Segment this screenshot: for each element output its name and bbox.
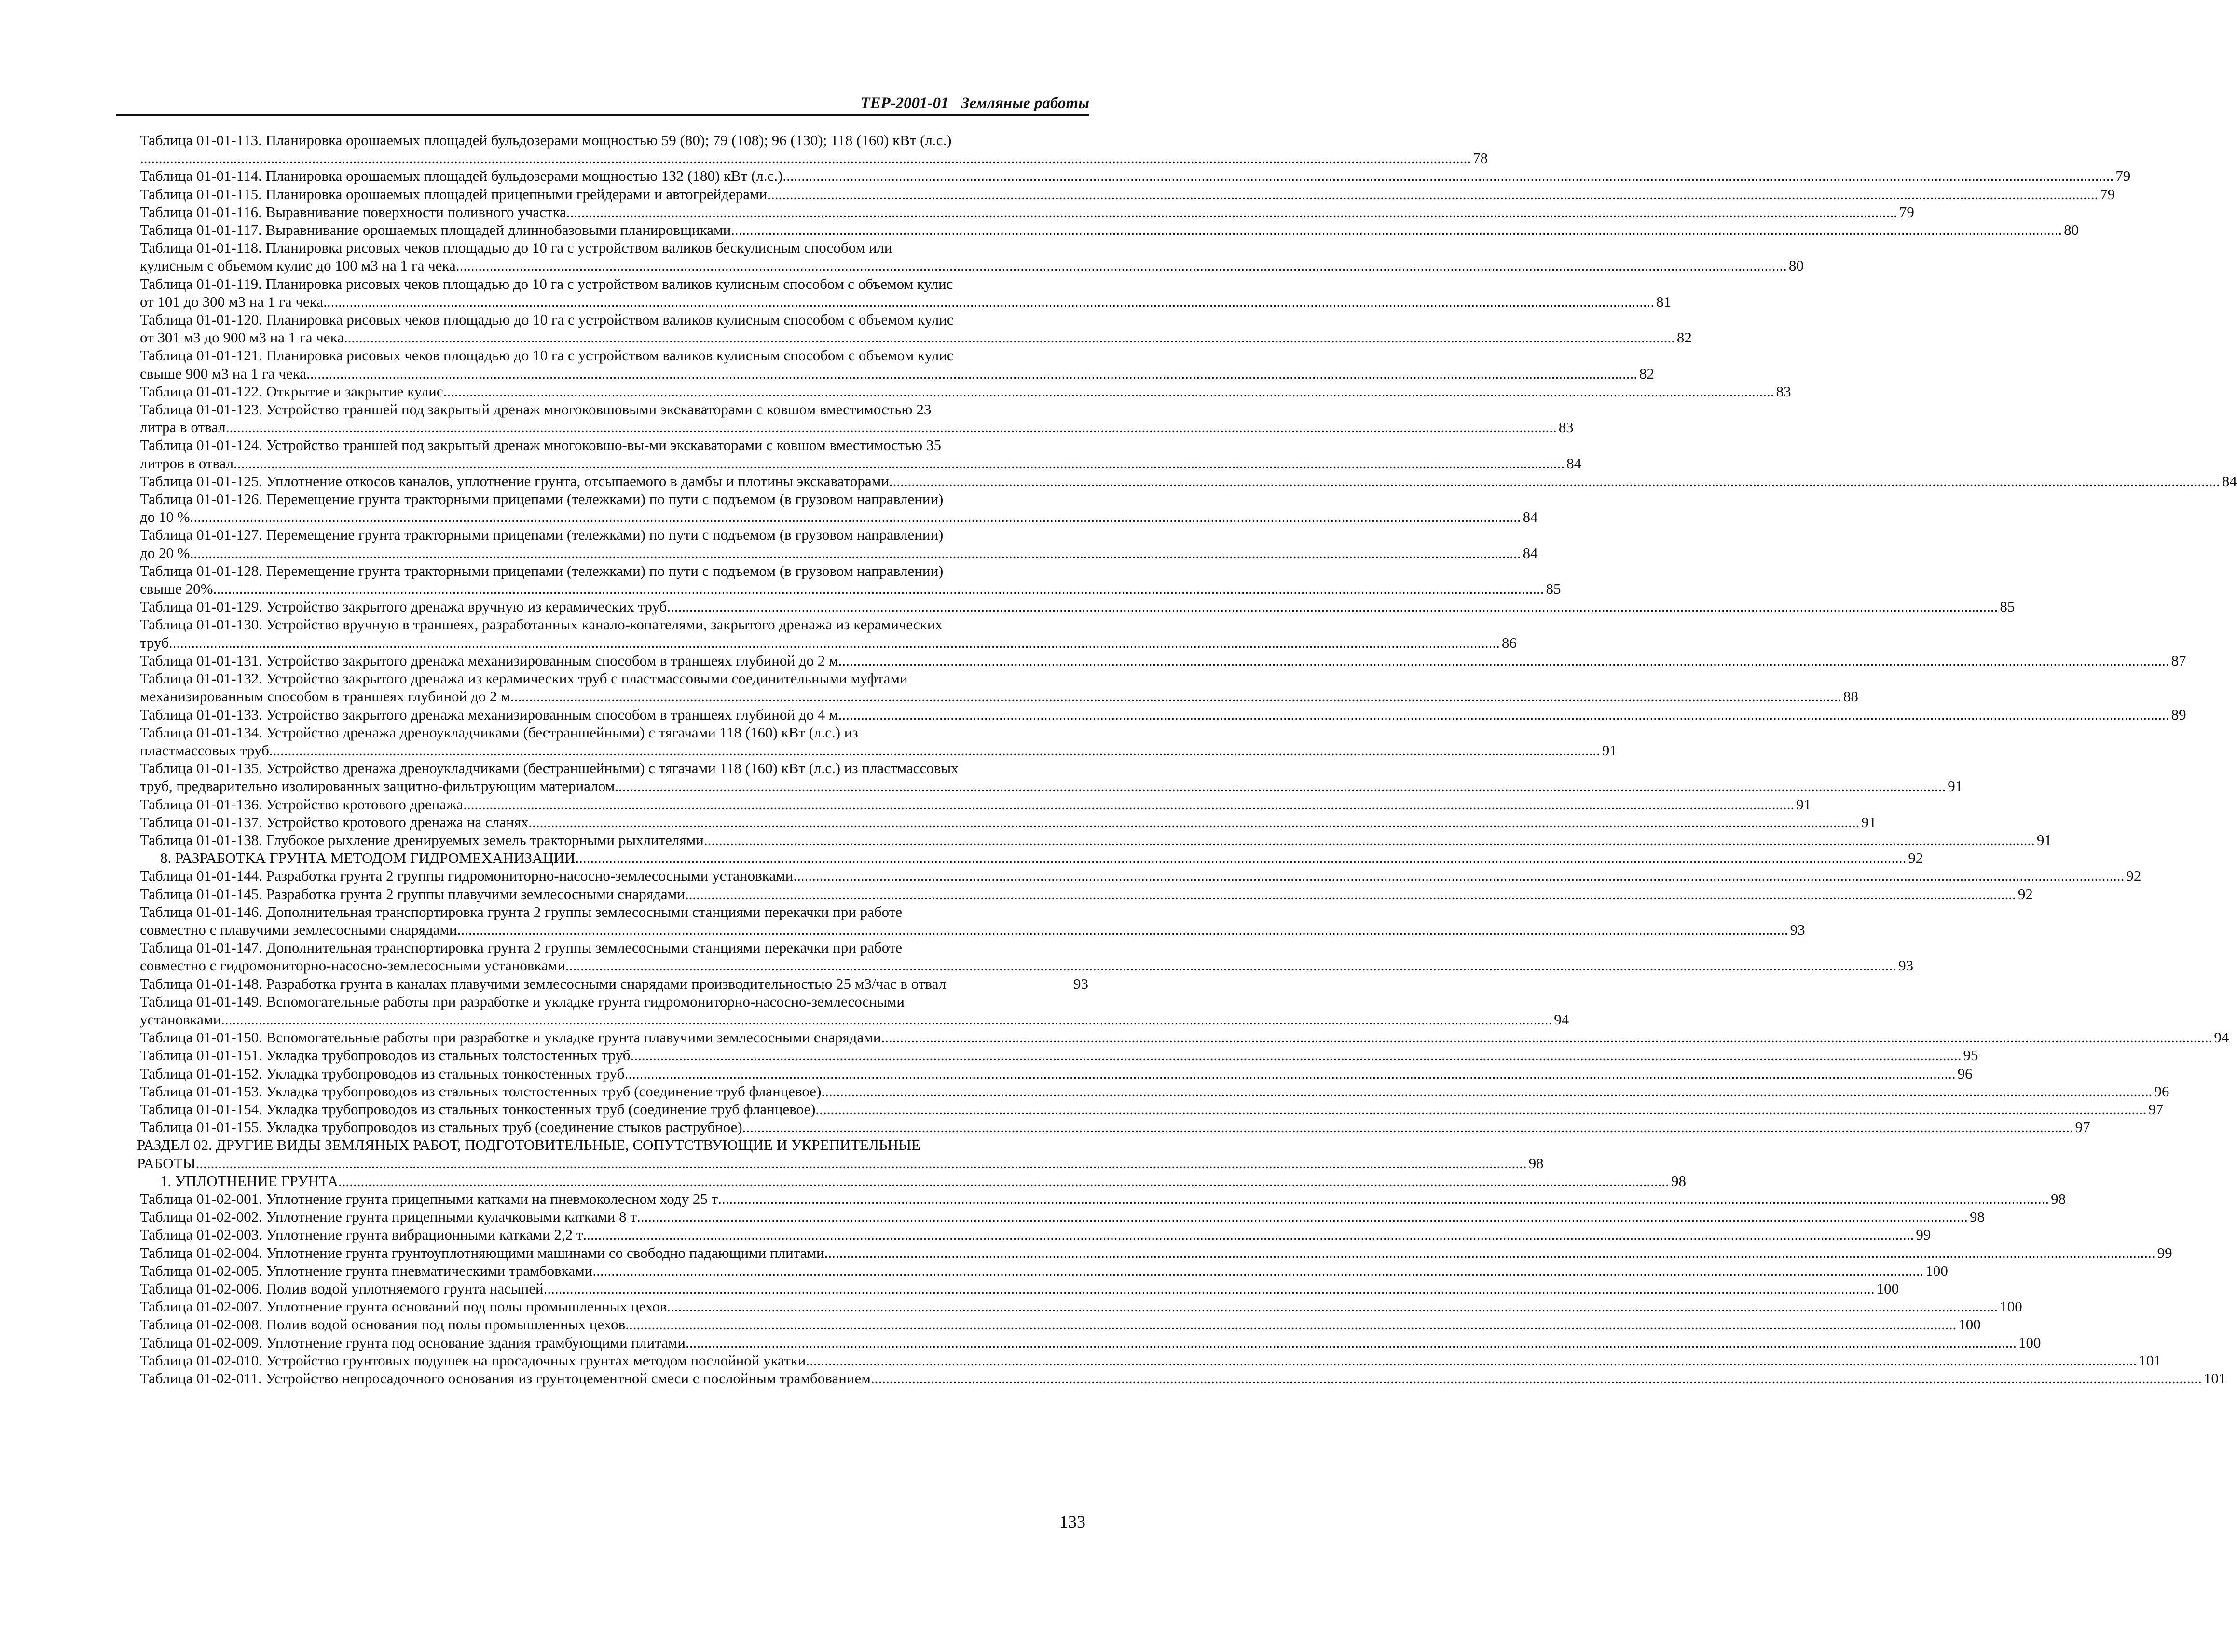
toc-page-ref: 91 <box>1861 813 1877 831</box>
toc-entry-line: Таблица 01-01-128. Перемещение грунта тракторными прицепами (тележками) по пути с подъемом (в грузовом направлении) <box>140 562 944 579</box>
toc-entry <box>140 1190 2066 1208</box>
toc-page-ref: 84 <box>1566 454 1582 472</box>
toc-page-ref: 101 <box>2203 1370 2226 1387</box>
toc-section-heading <box>140 1172 1686 1190</box>
dot-leader <box>742 1118 2073 1136</box>
toc-page-ref: 80 <box>2064 221 2079 239</box>
dot-leader <box>782 167 2113 185</box>
dot-leader <box>269 741 1600 759</box>
dot-leader <box>510 687 1841 705</box>
toc-entry-line: Таблица 01-01-132. Устройство закрытого дренажа из керамических труб с пластмассовыми соединительными муфтами <box>140 670 908 687</box>
toc-entry-title: установками <box>140 1010 221 1028</box>
toc-entry-title: Таблица 01-02-010. Устройство грунтовых подушек на просадочных грунтах методом послойной укатки <box>140 1352 806 1369</box>
toc-page-ref: 91 <box>1602 741 1617 759</box>
toc-page-ref: 83 <box>1776 382 1791 400</box>
toc-page-ref: 100 <box>2000 1298 2022 1315</box>
toc-entry <box>140 221 2079 239</box>
document-title: Земляные работы <box>961 95 1089 112</box>
dot-leader <box>169 634 1500 652</box>
table-of-contents <box>137 131 2237 1387</box>
toc-entry-title: Таблица 01-01-136. Устройство кротового дренажа <box>140 795 464 813</box>
toc-entry-line: Таблица 01-01-126. Перемещение грунта тракторными прицепами (тележками) по пути с подъемом (в грузовом направлении) <box>140 491 944 508</box>
dot-leader <box>226 418 1557 436</box>
toc-entry <box>140 418 1574 436</box>
toc-page-ref: 84 <box>1523 508 1538 526</box>
toc-entry <box>140 795 1812 813</box>
toc-entry-title: свыше 20% <box>140 580 213 598</box>
toc-entry <box>140 867 2141 885</box>
page-number: 133 <box>1059 1512 1085 1531</box>
toc-page-ref: 95 <box>1963 1047 1978 1064</box>
toc-entry-title: Таблица 01-01-122. Открытие и закрытие кулис <box>140 382 443 400</box>
dot-leader <box>625 1315 1956 1333</box>
toc-page-ref: 92 <box>2126 867 2141 885</box>
toc-entry-title: Таблица 01-01-148. Разработка грунта в каналах плавучими землесосными снарядами производительностью 25 м3/час в отвал <box>140 975 947 992</box>
toc-entry-title: от 301 м3 до 900 м3 на 1 га чека <box>140 329 344 346</box>
toc-page-ref: 98 <box>1671 1172 1686 1189</box>
toc-entry <box>140 634 1517 652</box>
toc-entry-title: Таблица 01-01-129. Устройство закрытого дренажа вручную из керамических труб <box>140 598 667 615</box>
toc-entry <box>140 831 2052 849</box>
toc-page-ref: 79 <box>2115 167 2131 185</box>
dot-leader <box>793 867 2124 885</box>
toc-entry-title: совместно с гидромониторно-насосно-землесосными установками <box>140 957 566 974</box>
toc-entry <box>140 1280 1899 1297</box>
toc-entry-title: труб, предварительно изолированных защитно-фильтрующим материалом <box>140 778 615 795</box>
toc-entry-line: Таблица 01-01-135. Устройство дренажа дреноукладчиками (бестраншейными) с тягачами 118 (160) кВт (л.с.) из пластмассовых <box>140 760 959 777</box>
dot-leader <box>566 203 1897 221</box>
dot-leader <box>821 1082 2152 1100</box>
toc-entry-title: Таблица 01-01-138. Глубокое рыхление дренируемых земель тракторными рыхлителями <box>140 831 704 848</box>
toc-entry-title: Таблица 01-01-154. Укладка трубопроводов из стальных тонкостенных труб (соединение труб фланцевое) <box>140 1100 816 1118</box>
dot-leader <box>338 1172 1669 1190</box>
toc-entry-title: свыше 900 м3 на 1 га чека <box>140 365 306 382</box>
toc-entry <box>140 1244 2172 1262</box>
dot-leader <box>592 1262 1923 1280</box>
toc-entry-line: Таблица 01-01-130. Устройство вручную в траншеях, разработанных канало-копателями, закрытого дренажа из керамических <box>140 616 943 633</box>
toc-section-heading <box>140 849 1923 867</box>
toc-entry-title: Таблица 01-01-155. Укладка трубопроводов из стальных труб (соединение стыков раструбное) <box>140 1119 742 1136</box>
toc-entry-line: Таблица 01-01-119. Планировка рисовых чеков площадью до 10 га с устройством валиков кулисным способом с объемом кулис <box>140 275 953 292</box>
toc-entry-title: кулисным с объемом кулис до 100 м3 на 1 га чека <box>140 257 456 274</box>
toc-entry <box>140 652 2186 669</box>
toc-entry-title: Таблица 01-01-115. Планировка орошаемых площадей прицепными грейдерами и автогрейдерами <box>140 185 768 203</box>
toc-entry-title: Таблица 01-01-151. Укладка трубопроводов из стальных толстостенных труб <box>140 1047 631 1064</box>
toc-page-ref: 82 <box>1676 329 1692 346</box>
toc-page-ref: 98 <box>1969 1208 1985 1226</box>
dot-leader <box>575 849 1906 867</box>
toc-page-ref: 97 <box>2075 1119 2090 1136</box>
dot-leader <box>838 652 2169 669</box>
toc-entry <box>140 706 2186 724</box>
toc-entry <box>140 687 1858 705</box>
toc-entry <box>140 741 1617 759</box>
toc-page-ref: 78 <box>1473 150 1488 167</box>
toc-entry-title: РАБОТЫ <box>137 1154 196 1172</box>
toc-page-ref: 91 <box>1796 795 1812 813</box>
toc-entry-title: литра в отвал <box>140 419 226 436</box>
toc-entry <box>140 1028 2229 1046</box>
toc-page-ref: 82 <box>1639 365 1654 382</box>
toc-entry <box>140 1334 2041 1352</box>
toc-entry <box>140 149 1488 167</box>
toc-entry-title: литров в отвал <box>140 454 234 472</box>
toc-page-ref: 94 <box>1554 1010 1569 1028</box>
dot-leader <box>718 1190 2049 1208</box>
toc-page-ref: 84 <box>2222 472 2237 490</box>
toc-entry <box>140 885 2033 903</box>
toc-page-ref: 85 <box>1546 580 1561 598</box>
toc-entry <box>140 921 1805 939</box>
toc-entry <box>140 472 2237 490</box>
toc-entry <box>140 1100 2164 1118</box>
toc-part-heading <box>137 1154 1544 1172</box>
toc-entry-line: РАЗДЕЛ 02. ДРУГИЕ ВИДЫ ЗЕМЛЯНЫХ РАБОТ, ПОДГОТОВИТЕЛЬНЫЕ, СОПУТСТВУЮЩИЕ И УКРЕПИТЕЛЬНЫЕ <box>137 1136 920 1154</box>
toc-page-ref: 79 <box>2100 185 2115 203</box>
toc-entry-title: Таблица 01-01-152. Укладка трубопроводов из стальных тонкостенных труб <box>140 1065 625 1082</box>
dot-leader <box>190 508 1521 526</box>
dot-leader <box>456 257 1787 274</box>
dot-leader <box>889 472 2220 490</box>
toc-entry <box>140 382 1791 400</box>
dot-leader <box>871 1369 2202 1387</box>
toc-page-ref: 100 <box>2018 1334 2041 1351</box>
toc-page-ref: 98 <box>2051 1190 2066 1207</box>
toc-page-ref: 89 <box>2171 706 2186 723</box>
toc-entry-title: Таблица 01-01-137. Устройство кротового дренажа на сланях <box>140 813 529 831</box>
toc-entry-title: Таблица 01-02-005. Уплотнение грунта пневматическими трамбовками <box>140 1262 593 1279</box>
dot-leader <box>140 149 1471 167</box>
toc-entry <box>140 1208 1985 1226</box>
toc-entry <box>140 365 1654 382</box>
toc-entry-line: Таблица 01-01-127. Перемещение грунта тракторными прицепами (тележками) по пути с подъемом (в грузовом направлении) <box>140 526 944 544</box>
toc-entry <box>140 580 1561 598</box>
dot-leader <box>565 956 1896 974</box>
dot-leader <box>685 885 2016 903</box>
toc-page-ref: 92 <box>2017 885 2033 902</box>
toc-entry <box>140 1082 2169 1100</box>
toc-page-ref: 83 <box>1558 419 1574 436</box>
toc-page-ref: 92 <box>1908 849 1923 867</box>
toc-entry <box>140 1352 2161 1369</box>
toc-entry <box>140 1118 2090 1136</box>
toc-page-ref: 81 <box>1656 293 1672 310</box>
dot-leader <box>190 544 1521 562</box>
toc-page-ref: 100 <box>1876 1280 1899 1297</box>
toc-entry <box>140 1315 1981 1333</box>
dot-leader <box>625 1065 1956 1082</box>
dot-leader <box>767 185 2098 203</box>
toc-entry-title: Таблица 01-01-125. Уплотнение откосов каналов, уплотнение грунта, отсыпаемого в дамбы и плотины экскаваторами <box>140 472 889 490</box>
dot-leader <box>233 454 1565 472</box>
toc-entry-title: труб <box>140 634 169 651</box>
toc-entry-title: пластмассовых труб <box>140 741 269 759</box>
toc-page-ref: 97 <box>2148 1100 2164 1118</box>
toc-entry <box>140 813 1877 831</box>
dot-leader <box>881 1028 2212 1046</box>
toc-entry <box>140 454 1582 472</box>
dot-leader <box>583 1226 1914 1243</box>
toc-entry-title: совместно с плавучими землесосными снарядами <box>140 921 457 938</box>
toc-entry-title: Таблица 01-02-006. Полив водой уплотняемого грунта насыпей <box>140 1280 544 1297</box>
toc-page-ref: 79 <box>1899 203 1914 220</box>
toc-entry-title: Таблица 01-01-144. Разработка грунта 2 группы гидромониторно-насосно-землесосными установками <box>140 867 794 885</box>
toc-entry <box>140 975 1088 993</box>
dot-leader <box>457 921 1788 939</box>
toc-entry-title: Таблица 01-01-116. Выравнивание поверхности поливного участка <box>140 203 566 220</box>
toc-entry <box>140 1297 2022 1315</box>
toc-entry-title: Таблица 01-02-003. Уплотнение грунта вибрационными катками 2,2 т <box>140 1226 583 1243</box>
toc-entry-title: Таблица 01-02-009. Уплотнение грунта под основание здания трамбующими плитами <box>140 1334 686 1351</box>
dot-leader <box>344 328 1675 346</box>
dot-leader <box>443 382 1774 400</box>
toc-entry-title: Таблица 01-01-131. Устройство закрытого дренажа механизированным способом в траншеях глубиной до 2 м <box>140 652 838 669</box>
toc-entry-line: Таблица 01-01-146. Дополнительная транспортировка грунта 2 группы землесосными станциями перекачки при работе <box>140 903 903 920</box>
toc-entry-line: Таблица 01-01-149. Вспомогательные работы при разработке и укладке грунта гидромониторно-насосно-землесосными <box>140 993 905 1010</box>
dot-leader <box>306 365 1637 382</box>
toc-entry <box>140 1226 1931 1243</box>
toc-entry-title: Таблица 01-02-011. Устройство непросадочного основания из грунтоцементной смеси с послойным трамбованием <box>140 1370 871 1387</box>
toc-entry <box>140 1010 1569 1028</box>
dot-leader <box>806 1352 2137 1369</box>
toc-entry-title: 8. РАЗРАБОТКА ГРУНТА МЕТОДОМ ГИДРОМЕХАНИЗАЦИИ <box>160 849 576 867</box>
toc-page-ref: 94 <box>2214 1029 2229 1046</box>
dot-leader <box>221 1010 1552 1028</box>
toc-entry-line: Таблица 01-01-124. Устройство траншей под закрытый дренаж многоковшо-вы-ми экскаваторами с ковшом вместимостью 35 <box>140 437 941 454</box>
toc-entry-line: Таблица 01-01-121. Планировка рисовых чеков площадью до 10 га с устройством валиков кулисным способом с объемом кулис <box>140 347 954 364</box>
toc-entry-title: Таблица 01-02-007. Уплотнение грунта оснований под полы промышленных цехов <box>140 1298 667 1315</box>
toc-page-ref: 87 <box>2171 652 2186 669</box>
dot-leader <box>630 1046 1961 1064</box>
dot-leader <box>637 1208 1968 1226</box>
toc-entry-line: Таблица 01-01-118. Планировка рисовых чеков площадью до 10 га с устройством валиков бескулисным способом или <box>140 239 892 257</box>
toc-page-ref: 91 <box>2036 831 2052 848</box>
toc-page-ref: 80 <box>1788 257 1804 274</box>
toc-entry <box>140 185 2115 203</box>
dot-leader <box>704 831 2035 849</box>
toc-entry <box>140 328 1692 346</box>
dot-leader <box>544 1280 1875 1297</box>
toc-page-ref: 88 <box>1843 688 1858 705</box>
toc-page-ref: 96 <box>2154 1082 2169 1100</box>
toc-entry-title: механизированным способом в траншеях глубиной до 2 м <box>140 688 510 705</box>
toc-entry-title: до 10 % <box>140 508 190 526</box>
toc-page-ref: 84 <box>1523 544 1538 561</box>
toc-entry <box>140 777 1963 795</box>
toc-page-ref: 93 <box>1790 921 1805 938</box>
document-code: ТЕР-2001-01 <box>860 95 949 112</box>
toc-entry-title: Таблица 01-01-133. Устройство закрытого дренажа механизированным способом в траншеях глубиной до 4 м <box>140 706 838 723</box>
toc-entry <box>140 293 1672 311</box>
toc-page-ref: 93 <box>1073 975 1088 992</box>
toc-entry-line: Таблица 01-01-120. Планировка рисовых чеков площадью до 10 га с устройством валиков кулисным способом с объемом кулис <box>140 311 954 328</box>
dot-leader <box>667 1297 1998 1315</box>
dot-leader <box>615 777 1946 795</box>
dot-leader <box>213 580 1544 598</box>
toc-entry-title: Таблица 01-02-001. Уплотнение грунта прицепными катками на пневмоколесном ходу 25 т <box>140 1190 718 1207</box>
dot-leader <box>686 1334 2017 1352</box>
toc-entry-line: Таблица 01-01-134. Устройство дренажа дреноукладчиками (бестраншейными) с тягачами 118 (160) кВт (л.с.) из <box>140 724 858 741</box>
toc-entry <box>140 956 1914 974</box>
toc-page-ref: 86 <box>1501 634 1517 651</box>
toc-page-ref: 96 <box>1957 1065 1973 1082</box>
toc-entry-title: Таблица 01-02-008. Полив водой основания под полы промышленных цехов <box>140 1316 626 1333</box>
toc-entry <box>140 544 1538 562</box>
toc-page-ref: 99 <box>1916 1226 1931 1243</box>
toc-entry-title: Таблица 01-01-150. Вспомогательные работы при разработке и укладке грунта плавучими землесосными снарядами <box>140 1029 881 1046</box>
toc-page-ref: 85 <box>2000 598 2015 615</box>
dot-leader <box>463 795 1794 813</box>
toc-entry-line: Таблица 01-01-123. Устройство траншей под закрытый дренаж многоковшовыми экскаваторами с ковшом вместимостью 23 <box>140 401 932 418</box>
toc-entry <box>140 598 2015 615</box>
toc-entry <box>140 257 1804 274</box>
toc-entry-title: до 20 % <box>140 544 190 561</box>
toc-entry-title: Таблица 01-02-002. Уплотнение грунта прицепными кулачковыми катками 8 т <box>140 1208 637 1226</box>
dot-leader <box>731 221 2062 239</box>
dot-leader <box>824 1244 2155 1262</box>
toc-entry-title: Таблица 01-01-117. Выравнивание орошаемых площадей длиннобазовыми планировщиками <box>140 221 731 239</box>
toc-entry <box>140 203 1914 221</box>
toc-entry <box>140 1046 1978 1064</box>
toc-entry <box>140 1369 2226 1387</box>
toc-page-ref: 100 <box>1925 1262 1948 1279</box>
toc-entry-line: Таблица 01-01-147. Дополнительная транспортировка грунта 2 группы землесосными станциями перекачки при работе <box>140 939 903 956</box>
dot-leader <box>816 1100 2147 1118</box>
dot-leader <box>838 706 2169 724</box>
dot-leader <box>667 598 1998 615</box>
running-header <box>116 95 1089 116</box>
toc-page-ref: 100 <box>1958 1316 1981 1333</box>
toc-page-ref: 98 <box>1528 1154 1544 1172</box>
toc-page-ref: 93 <box>1898 957 1914 974</box>
toc-entry <box>140 508 1538 526</box>
toc-entry-title: Таблица 01-01-153. Укладка трубопроводов из стальных толстостенных труб (соединение труб фланцевое) <box>140 1082 822 1100</box>
toc-entry-line: Таблица 01-01-113. Планировка орошаемых площадей бульдозерами мощностью 59 (80); 79 (108); 96 (130); 118 (160) кВт (л.с.) <box>140 132 952 149</box>
toc-entry-title: 1. УПЛОТНЕНИЕ ГРУНТА <box>160 1172 338 1189</box>
toc-entry-title: Таблица 01-01-145. Разработка грунта 2 группы плавучими землесосными снарядами <box>140 885 685 902</box>
toc-entry <box>140 1065 1973 1082</box>
toc-entry-title: Таблица 01-02-004. Уплотнение грунта грунтоуплотняющими машинами со свободно падающими плитами <box>140 1244 824 1261</box>
toc-entry <box>140 1262 1948 1280</box>
toc-page-ref: 99 <box>2157 1244 2172 1261</box>
toc-entry <box>140 167 2131 185</box>
dot-leader <box>196 1154 1527 1172</box>
toc-page-ref: 101 <box>2139 1352 2161 1369</box>
toc-entry-title: от 101 до 300 м3 на 1 га чека <box>140 293 324 310</box>
dot-leader <box>528 813 1859 831</box>
dot-leader <box>323 293 1654 311</box>
toc-page-ref: 91 <box>1948 778 1963 795</box>
toc-entry-title: Таблица 01-01-114. Планировка орошаемых площадей бульдозерами мощностью 132 (180) кВт (л.с.) <box>140 167 783 185</box>
